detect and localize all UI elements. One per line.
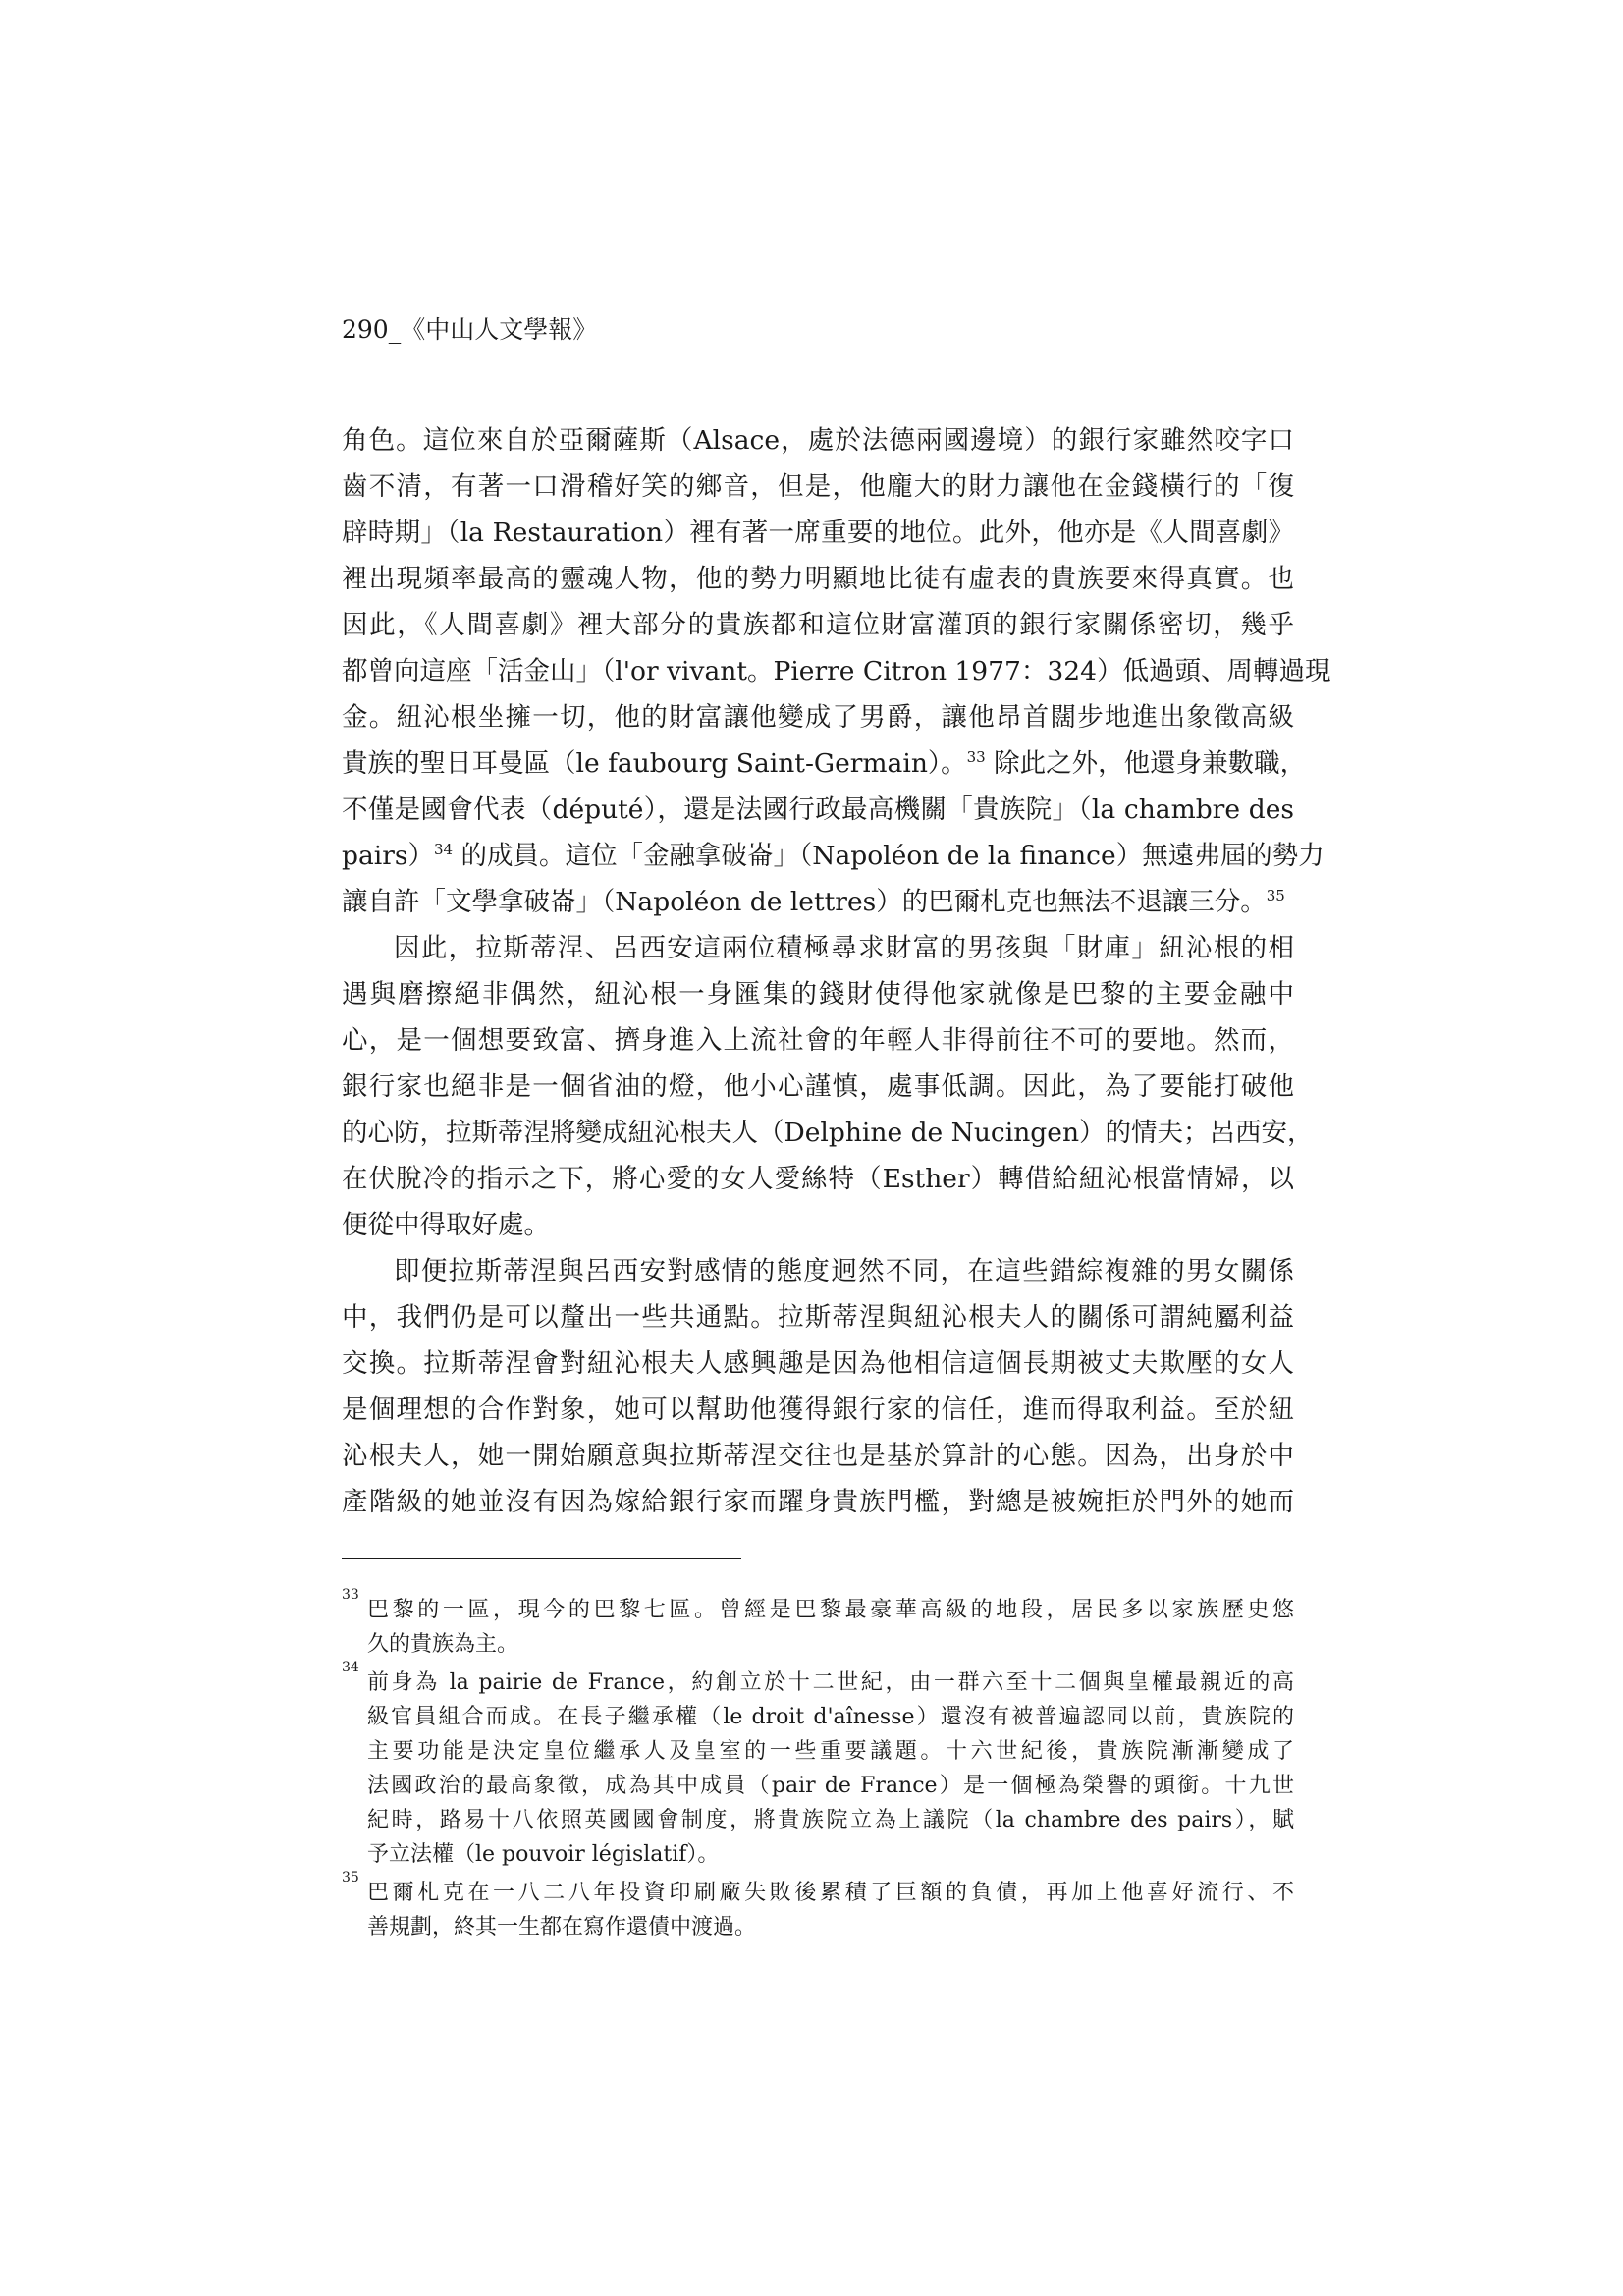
text-span: 除此之外，他還身兼數職，: [985, 748, 1307, 779]
text-line: 產階級的她並沒有因為嫁給銀行家而躍身貴族門檻，對總是被婉拒於門外的她而: [342, 1487, 1294, 1517]
footnote-line: 前身為 la pairie de France，約創立於十二世紀，由一群六至十二個與皇權最親近的高: [367, 1670, 1294, 1695]
footnote-divider: [342, 1558, 741, 1559]
footnote-line: 久的貴族為主。: [367, 1632, 519, 1657]
text-line: 便從中得取好處。: [342, 1210, 550, 1240]
text-line: 因此，拉斯蒂涅、呂西安這兩位積極尋求財富的男孩與「財庫」紐沁根的相: [394, 933, 1294, 963]
footnote-line: 予立法權（le pouvoir législatif）。: [367, 1842, 720, 1867]
text-line: 角色。這位來自於亞爾薩斯（Alsace，處於法德兩國邊境）的銀行家雖然咬字口: [342, 425, 1294, 456]
text-line: 中，我們仍是可以釐出一些共通點。拉斯蒂涅與紐沁根夫人的關係可謂純屬利益: [342, 1302, 1294, 1333]
footnote-line: 巴黎的一區，現今的巴黎七區。曾經是巴黎最豪華高級的地段，居民多以家族歷史悠: [367, 1598, 1294, 1622]
footnote-line: 級官員組合而成。在長子繼承權（le droit d'aînesse）還沒有被普遍認同以前，貴族院的: [367, 1705, 1294, 1729]
text-span: pairs）: [342, 841, 435, 871]
text-line: 心，是一個想要致富、擠身進入上流社會的年輕人非得前往不可的要地。然而，: [342, 1025, 1294, 1056]
text-line: 都曾向這座「活金山」（l'or vivant。Pierre Citron 1977：324）低過頭、周轉過現: [342, 656, 1331, 686]
text-line: 金。紐沁根坐擁一切，他的財富讓他變成了男爵，讓他昂首闊步地進出象徵高級: [342, 702, 1294, 733]
text-line: 在伏脫冷的指示之下，將心愛的女人愛絲特（Esther）轉借給紐沁根當情婦，以: [342, 1164, 1294, 1194]
footnote-line: 主要功能是決定皇位繼承人及皇室的一些重要議題。十六世紀後，貴族院漸漸變成了: [367, 1739, 1294, 1764]
text-line: 遇與磨擦絕非偶然，紐沁根一身匯集的錢財使得他家就像是巴黎的主要金融中: [342, 979, 1294, 1010]
text-line: 齒不清，有著一口滑稽好笑的鄉音，但是，他龐大的財力讓他在金錢橫行的「復: [342, 471, 1294, 502]
body-text: [342, 417, 1331, 1525]
document-page: [342, 0, 1331, 2296]
text-line: 即便拉斯蒂涅與呂西安對感情的態度迥然不同，在這些錯綜複雜的男女關係: [394, 1256, 1294, 1286]
footnote-number: 33: [342, 1587, 359, 1603]
footnotes: [342, 1587, 1294, 1948]
text-line: [342, 879, 1294, 925]
footnote-35: [342, 1870, 1294, 1944]
footnote-number: 35: [342, 1870, 359, 1886]
text-span: 貴族的聖日耳曼區（le faubourg Saint-Germain）。: [342, 748, 967, 779]
footnote-line: 善規劃，終其一生都在寫作還債中渡過。: [367, 1915, 757, 1940]
text-span: 讓自許「文學拿破崙」（Napoléon de lettres）的巴爾札克也無法不退讓三分。: [342, 887, 1267, 917]
text-line: 因此，《人間喜劇》裡大部分的貴族都和這位財富灌頂的銀行家關係密切，幾乎: [342, 610, 1294, 640]
footnote-line: 紀時，路易十八依照英國國會制度，將貴族院立為上議院（la chambre des pairs），賦: [367, 1808, 1294, 1832]
footnote-ref-35[interactable]: 35: [1266, 887, 1285, 905]
text-line: 不僅是國會代表（député），還是法國行政最高機關「貴族院」（la chambre des: [342, 794, 1294, 825]
footnote-ref-34[interactable]: 34: [434, 841, 454, 859]
footnote-line: 巴爾札克在一八二八年投資印刷廠失敗後累積了巨額的負債，再加上他喜好流行、不: [367, 1881, 1294, 1905]
footnote-ref-33[interactable]: 33: [966, 748, 986, 767]
text-line: 的心防，拉斯蒂涅將變成紐沁根夫人（Delphine de Nucingen）的情夫；呂西安，: [342, 1118, 1314, 1148]
text-line: 沁根夫人，她一開始願意與拉斯蒂涅交往也是基於算計的心態。因為，出身於中: [342, 1441, 1294, 1471]
footnote-number: 34: [342, 1660, 359, 1675]
text-line: 是個理想的合作對象，她可以幫助他獲得銀行家的信任，進而得取利益。至於紐: [342, 1394, 1294, 1425]
running-head: 290_《中山人文學報》: [342, 315, 598, 344]
text-line: [342, 740, 1307, 787]
footnote-line: 法國政治的最高象徵，成為其中成員（pair de France）是一個極為榮譽的頭銜。十九世: [367, 1774, 1294, 1798]
text-line: 銀行家也絕非是一個省油的燈，他小心謹慎，處事低調。因此，為了要能打破他: [342, 1071, 1294, 1102]
text-line: 辟時期」（la Restauration）裡有著一席重要的地位。此外，他亦是《人間喜劇》: [342, 518, 1294, 548]
footnote-33: [342, 1587, 1294, 1662]
text-line: 裡出現頻率最高的靈魂人物，他的勢力明顯地比徒有虛表的貴族要來得真實。也: [342, 564, 1294, 594]
text-line: 交換。拉斯蒂涅會對紐沁根夫人感興趣是因為他相信這個長期被丈夫欺壓的女人: [342, 1348, 1294, 1379]
text-line: [342, 833, 1325, 879]
footnote-34: [342, 1660, 1294, 1872]
text-span: 的成員。這位「金融拿破崙」（Napoléon de la finance）無遠弗屆的勢力: [453, 841, 1325, 871]
